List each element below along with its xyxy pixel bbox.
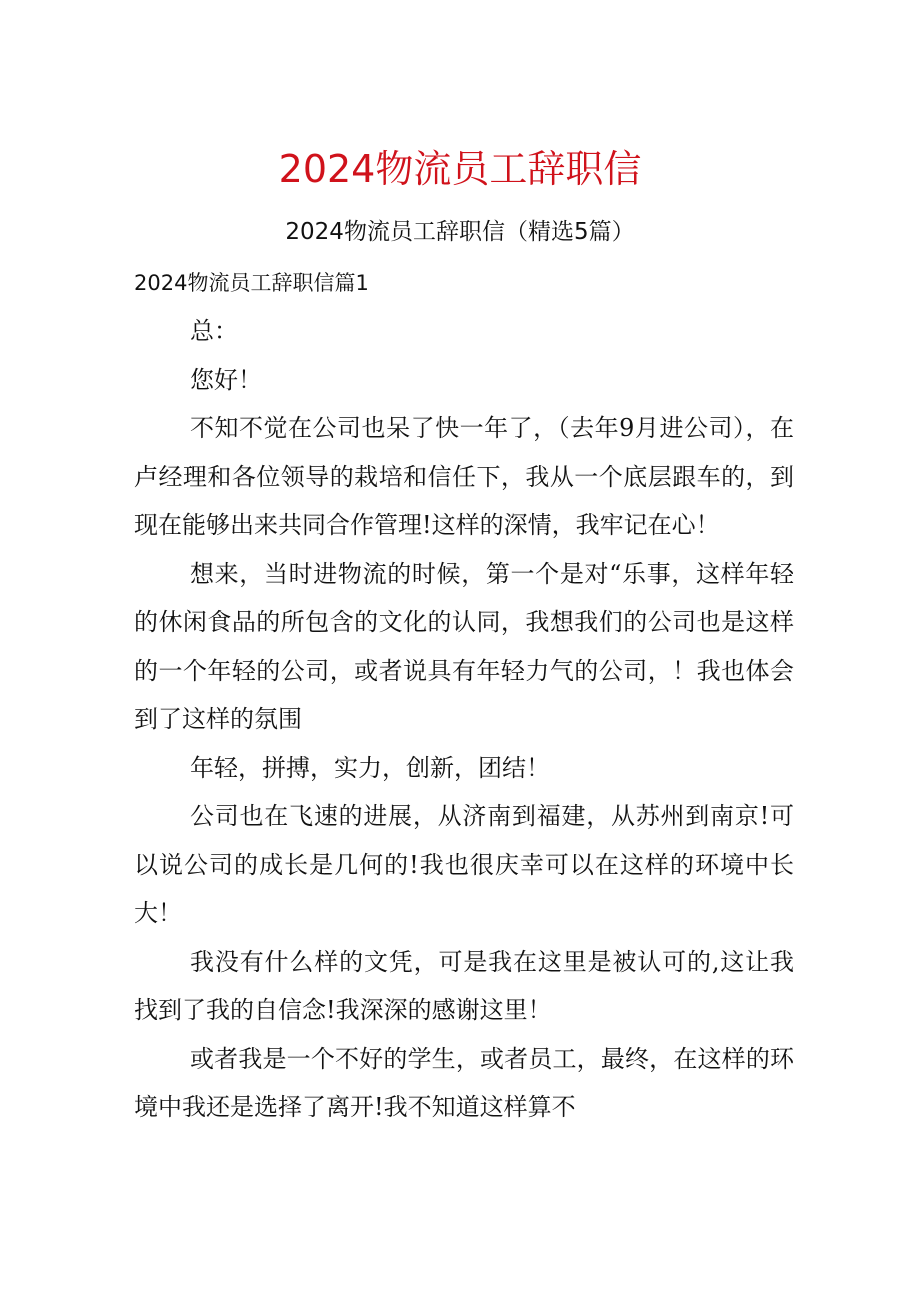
paragraph: 年轻，拼搏，实力，创新，团结！ — [190, 753, 550, 782]
paragraph-greeting: 您好！ — [190, 365, 262, 394]
section-heading: 2024物流员工辞职信篇1 — [134, 271, 369, 295]
paragraph-salutation: 总： — [190, 317, 238, 345]
paragraph: 想来，当时进物流的时候，第一个是对“乐事，这样年轻的休闲食品的所包含的文化的认同，我想我们的公司也是这样的一个年轻的公司，或者说具有年轻力气的公司，！我也体会到了这样的氛围 — [134, 559, 794, 733]
document-subtitle: 2024物流员工辞职信（精选5篇） — [285, 219, 635, 245]
letter-body — [134, 307, 794, 1132]
document-title: 2024物流员工辞职信 — [278, 147, 642, 191]
paragraph: 我没有什么样的文凭，可是我在这里是被认可的,这让我找到了我的自信念!我深深的感谢这里！ — [134, 947, 794, 1024]
paragraph: 公司也在飞速的进展，从济南到福建，从苏州到南京!可以说公司的成长是几何的!我也很庆幸可以在这样的环境中长大！ — [134, 802, 794, 927]
paragraph: 不知不觉在公司也呆了快一年了，（去年9月进公司），在卢经理和各位领导的栽培和信任下，我从一个底层跟车的，到现在能够出来共同合作管理!这样的深情，我牢记在心！ — [134, 414, 794, 539]
paragraph: 或者我是一个不好的学生，或者员工，最终，在这样的环境中我还是选择了离开!我不知道这样算不 — [134, 1044, 794, 1121]
